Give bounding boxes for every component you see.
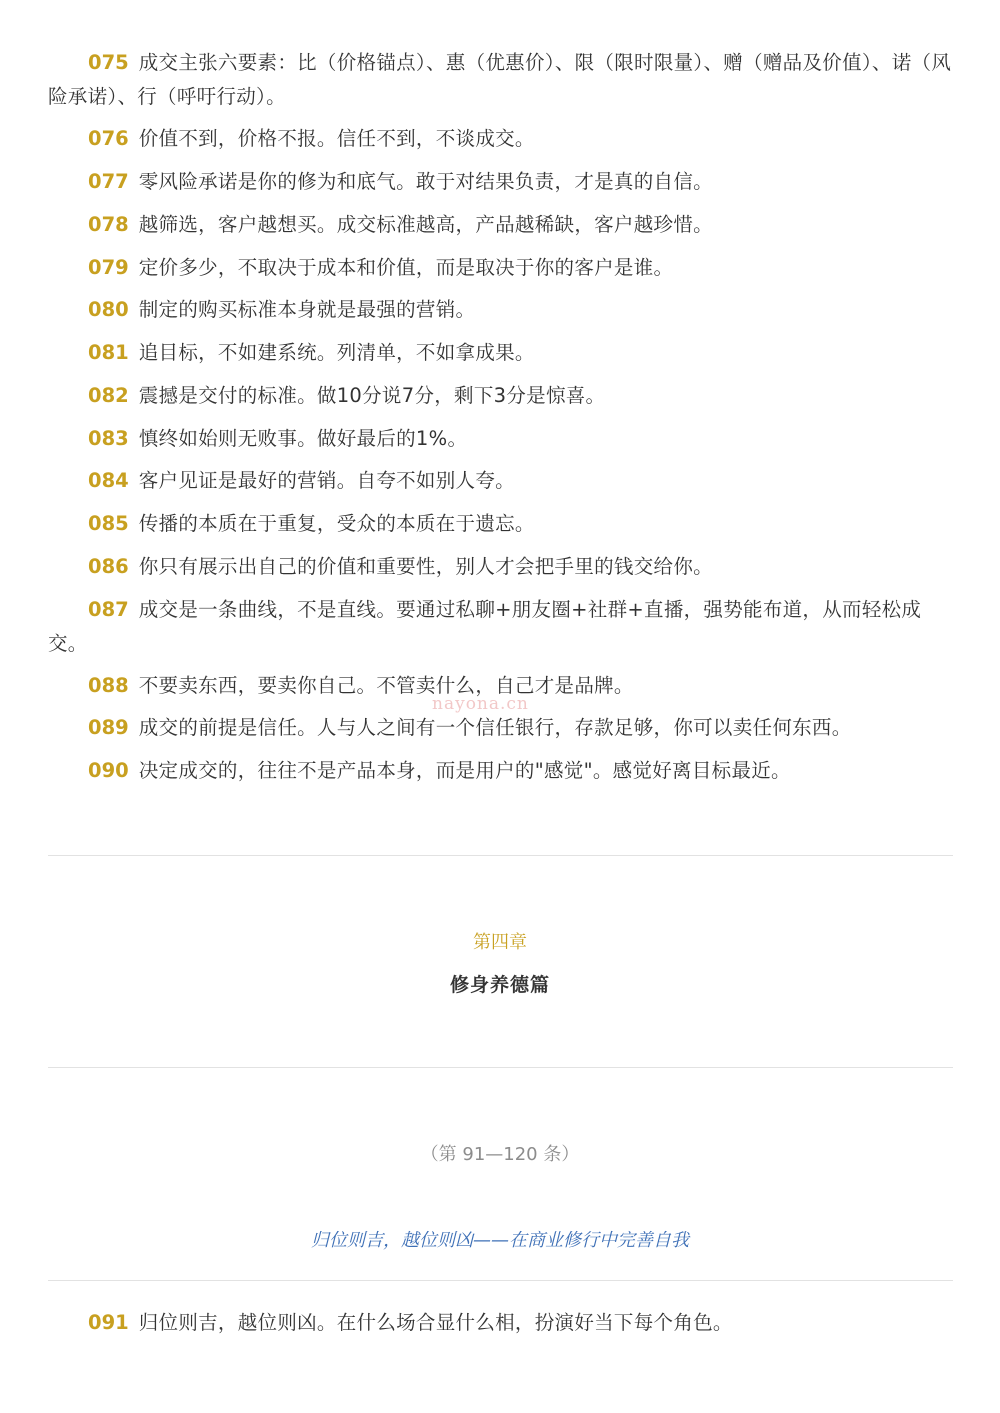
- list-item: [48, 46, 953, 114]
- item-number: 088: [88, 674, 129, 697]
- list-item: [48, 251, 953, 285]
- item-text: 定价多少，不取决于成本和价值，而是取决于你的客户是谁。: [138, 256, 674, 279]
- list-item: [48, 122, 953, 156]
- item-number: 085: [88, 512, 129, 535]
- item-number: 087: [88, 598, 129, 621]
- item-text: 制定的购买标准本身就是最强的营销。: [138, 298, 476, 321]
- list-item: [48, 422, 953, 456]
- item-number: 081: [88, 341, 129, 364]
- divider: [48, 855, 953, 856]
- list-item: [48, 464, 953, 498]
- item-text: 越筛选，客户越想买。成交标准越高，产品越稀缺，客户越珍惜。: [138, 213, 713, 236]
- divider: [48, 1280, 953, 1281]
- list-item: [48, 208, 953, 242]
- item-text: 你只有展示出自己的价值和重要性，别人才会把手里的钱交给你。: [138, 555, 713, 578]
- item-number: 076: [88, 127, 129, 150]
- item-text: 成交的前提是信任。人与人之间有一个信任银行，存款足够，你可以卖任何东西。: [138, 716, 852, 739]
- item-number: 086: [88, 555, 129, 578]
- list-item: [48, 593, 953, 661]
- list-item: [48, 379, 953, 413]
- item-text: 客户见证是最好的营销。自夸不如别人夸。: [138, 469, 515, 492]
- item-number: 080: [88, 298, 129, 321]
- chapter-range: （第 91—120 条）: [420, 1144, 580, 1165]
- item-text: 归位则吉，越位则凶。在什么场合显什么相，扮演好当下每个角色。: [138, 1311, 733, 1334]
- list-item: [48, 550, 953, 584]
- item-number: 084: [88, 469, 129, 492]
- watermark: nayona.cn: [432, 694, 529, 714]
- list-item: [48, 336, 953, 370]
- item-text: 慎终如始则无败事。做好最后的1%。: [138, 427, 468, 450]
- list-item: [48, 1306, 953, 1340]
- list-item: [48, 711, 953, 745]
- item-number: 090: [88, 759, 129, 782]
- item-number: 077: [88, 170, 129, 193]
- chapter-label: 第四章: [473, 932, 527, 953]
- item-number: 091: [88, 1311, 129, 1334]
- list-item: [48, 293, 953, 327]
- item-text: 成交主张六要素：比（价格锚点）、惠（优惠价）、限（限时限量）、赠（赠品及价值）、诺（风险承诺）、行（呼吁行动）。: [48, 51, 952, 108]
- item-text: 零风险承诺是你的修为和底气。敢于对结果负责，才是真的自信。: [138, 170, 713, 193]
- item-text: 决定成交的，往往不是产品本身，而是用户的"感觉"。感觉好离目标最近。: [138, 759, 791, 782]
- item-text: 价值不到，价格不报。信任不到，不谈成交。: [138, 127, 535, 150]
- item-number: 089: [88, 716, 129, 739]
- chapter-title: 修身养德篇: [449, 974, 550, 996]
- item-number: 083: [88, 427, 129, 450]
- list-item: [48, 754, 953, 788]
- item-number: 079: [88, 256, 129, 279]
- item-number: 078: [88, 213, 129, 236]
- item-text: 传播的本质在于重复，受众的本质在于遗忘。: [138, 512, 535, 535]
- divider: [48, 1067, 953, 1068]
- item-text: 追目标，不如建系统。列清单，不如拿成果。: [138, 341, 535, 364]
- list-item: [48, 165, 953, 199]
- item-text: 不要卖东西，要卖你自己。不管卖什么，自己才是品牌。: [138, 674, 634, 697]
- chapter-subtitle: 归位则吉，越位则凶——在商业修行中完善自我: [311, 1230, 689, 1251]
- item-text: 成交是一条曲线，不是直线。要通过私聊+朋友圈+社群+直播，强势能布道，从而轻松成交。: [48, 598, 922, 655]
- list-item: [48, 507, 953, 541]
- item-number: 082: [88, 384, 129, 407]
- item-number: 075: [88, 51, 129, 74]
- item-text: 震撼是交付的标准。做10分说7分，剩下3分是惊喜。: [138, 384, 606, 407]
